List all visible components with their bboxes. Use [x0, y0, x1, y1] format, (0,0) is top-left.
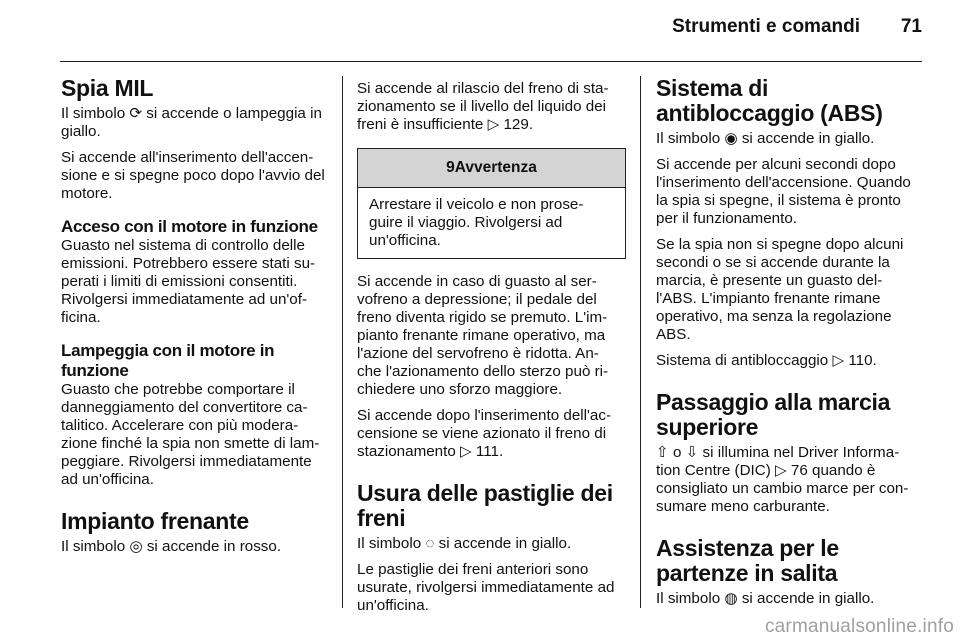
page-header — [0, 0, 960, 60]
heading-impianto-frenante: Impianto frenante — [61, 508, 249, 534]
heading-assistenza-partenze: Assistenza per le partenze in salita — [656, 535, 839, 586]
paragraph: Si accende in caso di guasto al ser- vofreno a depressione; il pedale del freno diventa rigido se premuto. L'im- pianto frenante rimane operativo, ma l'azione del servofreno è ridotta. An- che l'azionamento dello sterzo può ri- chiedere uno sforzo maggiore. — [357, 273, 609, 398]
paragraph: Si accende per alcuni secondi dopo l'inserimento dell'accensione. Quando la spia si spegne, il sistema è pronto per il funzionamento. — [656, 156, 911, 227]
paragraph: Il simbolo ◍ si accende in giallo. — [656, 590, 875, 607]
subheading-acceso: Acceso con il motore in funzione — [61, 217, 318, 236]
paragraph: ⇧ o ⇩ si illumina nel Driver Informa- tion Centre (DIC) ▷ 76 quando è consigliato un cambio marce per con- sumare meno carburante. — [656, 444, 909, 515]
heading-abs: Sistema di antibloccaggio (ABS) — [656, 75, 883, 126]
page-number: 71 — [900, 16, 922, 37]
paragraph: Si accende dopo l'inserimento dell'ac- censione se viene azionato il freno di stazionamento ▷ 111. — [357, 407, 612, 460]
watermark-logo: carmanualsonline.info — [764, 616, 954, 637]
paragraph: Guasto nel sistema di controllo delle emissioni. Potrebbero essere stati su- perati i limiti di emissioni consentiti. Rivolgersi immediatamente ad un'of- ficina. — [61, 237, 316, 326]
warning-text: Arrestare il veicolo e non prose- guire il viaggio. Rivolgersi ad un'officina. — [369, 196, 584, 249]
paragraph: Sistema di antibloccaggio ▷ 110. — [656, 352, 877, 369]
warning-title: 9Avvertenza — [358, 149, 625, 188]
paragraph: Si accende all'inserimento dell'accen- sione e si spegne poco dopo l'avvio del motore. — [61, 149, 325, 202]
paragraph: Si accende al rilascio del freno di sta- zionamento se il livello del liquido dei freni è insufficiente ▷ 129. — [357, 80, 609, 133]
paragraph: Il simbolo ◌ si accende in giallo. — [357, 535, 572, 552]
heading-passaggio-marcia: Passaggio alla marcia superiore — [656, 389, 891, 440]
column-3 — [656, 76, 924, 616]
warning-box — [357, 148, 626, 259]
column-divider — [640, 76, 641, 608]
paragraph: Il simbolo ◉ si accende in giallo. — [656, 130, 875, 147]
paragraph: Le pastiglie dei freni anteriori sono usurate, rivolgersi immediatamente ad un'officina. — [357, 561, 615, 614]
section-title: Strumenti e comandi — [672, 16, 860, 37]
paragraph: Il simbolo ◎ si accende in rosso. — [61, 538, 282, 555]
column-divider — [342, 76, 343, 608]
warning-body — [358, 188, 625, 258]
header-divider — [60, 61, 922, 62]
heading-spia-mil: Spia MIL — [61, 75, 154, 101]
subheading-lampeggia: Lampeggia con il motore in funzione — [61, 341, 275, 380]
paragraph: Se la spia non si spegne dopo alcuni secondi o se si accende durante la marcia, è presente un guasto del- l'ABS. L'impianto frenante rimane operativo, ma senza la regolazione ABS. — [656, 236, 904, 343]
heading-usura-pastiglie: Usura delle pastiglie dei freni — [357, 480, 613, 531]
paragraph: Il simbolo ⟳ si accende o lampeggia in giallo. — [61, 105, 322, 140]
paragraph: Guasto che potrebbe comportare il danneggiamento del convertitore ca- talitico. Accelerare con più modera- zione finché la spia non smette di lam- peggiare. Rivolgersi immediatamente ad un'officina. — [61, 381, 320, 488]
column-2 — [357, 80, 626, 623]
column-1 — [61, 76, 329, 564]
